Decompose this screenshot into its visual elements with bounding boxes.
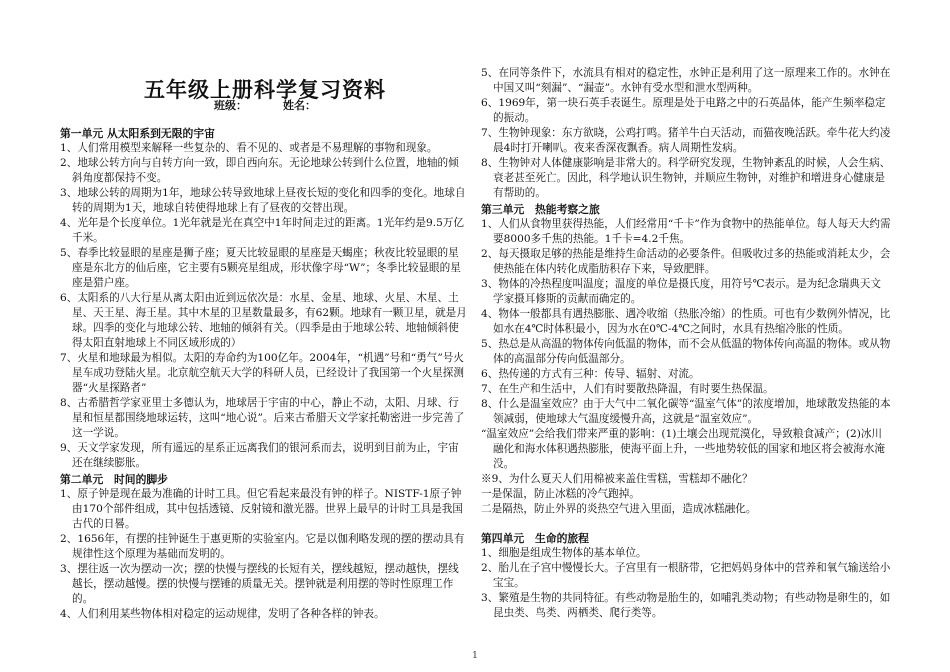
paragraph: 7、火星和地球最为相似。太阳的寿命约为100亿年。2004年，“机遇”号和“勇气”号火星车成功登陆火星。北京航空航天大学的科研人员，已经设计了我国第一个火星探测器“火星探路者” (60, 352, 464, 394)
paragraph: ※9、为什么夏天人们用棉被来盖住雪糕，雪糕却不融化？ (481, 473, 753, 485)
paragraph: 6、太阳系的八大行星从离太阳由近到远依次是：水星、金星、地球、火星、木星、土星、天王星、海王星。其中木星的卫星数量最多，有62颗。地球有一颗卫星，就是月球。四季的变化与地球公转、地轴的倾斜有关。（四季是由于地球公转、地轴倾斜使得太阳直射地球上不同区域形成的） (60, 292, 467, 349)
paragraph: 二是隔热，防止外界的炎热空气进入里面，造成冰糕融化。 (481, 503, 757, 515)
paragraph: 一是保温，防止冰糕的冷气跑掉。 (481, 488, 640, 500)
page-number: 1 (472, 651, 478, 661)
paragraph: 2、每天摄取足够的热能是维持生命活动的必要条件。但吸收过多的热能或消耗太少，会使热能在体内转化成脂肪积存下来，导致肥胖。 (481, 248, 891, 275)
paragraph: 7、生物钟现象：东方欲晓，公鸡打鸣。猪羊牛白天活动，而猫夜晚活跃。牵牛花大约凌晨4时打开喇叭。夜来香深夜飘香。病人周期性发病。 (481, 127, 891, 154)
section-heading: 第三单元 热能考察之旅 (481, 203, 600, 216)
paragraph: 1、人们常用模型来解释一些复杂的、看不见的、或者是不易理解的事物和现象。 (60, 142, 438, 154)
paragraph: 8、生物钟对人体健康影响是非常大的。科学研究发现，生物钟紊乱的时候，人会生病、衰老甚至死亡。因此，科学地认识生物钟，并顺应生物钟，对维护和增进身心健康是有帮助的。 (481, 157, 891, 199)
paragraph: “温室效应”会给我们带来严重的影响：(1)土壤会出现荒漠化，导致粮食减产；(2)冰川融化和海水体积遇热膨胀，使海平面上升，一些地势较低的国家和地区将会被海水淹没。 (481, 428, 885, 470)
paragraph: 7、在生产和生活中，人们有时要散热降温，有时要生热保温。 (481, 383, 774, 395)
paragraph: 3、摆往返一次为摆动一次；摆的快慢与摆线的长短有关，摆线越短，摆动越快，摆线越长，摆动越慢。摆的快慢与摆锤的质量无关。摆钟就是利用摆的等时性原理工作的。 (60, 563, 459, 605)
paragraph: 3、物体的冷热程度叫温度；温度的单位是摄氏度，用符号℃表示。是为纪念瑞典天文学家摄耳修斯的贡献而确定的。 (481, 278, 881, 305)
paragraph: 5、在同等条件下，水流具有相对的稳定性，水钟正是利用了这一原理来工作的。水钟在中国又叫“刻漏”、“漏壶”。水钟有受水型和泄水型两种。 (481, 67, 891, 94)
spacer (481, 517, 891, 530)
paragraph: 5、春季比较显眼的星座是狮子座；夏天比较显眼的星座是天蝎座；秋夜比较显眼的星座是东北方的仙后座，它主要有5颗亮星组成，形状像字母“W”；冬季比较显眼的星座是猎户座。 (60, 247, 461, 289)
paragraph: 8、什么是温室效应？由于大气中二氧化碳等“温室气体”的浓度增加，地球散发热能的本领减弱，使地球大气温度缓慢升高，这就是“温室效应”。 (481, 398, 891, 425)
paragraph: 4、物体一般都具有遇热膨胀、遇冷收缩（热胀冷缩）的性质。可也有少数例外情况，比如水在4℃时体积最小，因为水在0℃-4℃之间时，水具有热缩冷胀的性质。 (481, 308, 891, 335)
paragraph: 4、人们利用某些物体相对稳定的运动规律，发明了各种各样的钟表。 (60, 608, 385, 620)
paragraph: 1、细胞是组成生物体的基本单位。 (481, 547, 647, 559)
section-heading: 第一单元 从太阳系到无限的宇宙 (60, 127, 215, 140)
paragraph: 2、胎儿在子宫中慢慢长大。子宫里有一根脐带，它把妈妈身体中的营养和氧气输送给小宝宝。 (481, 562, 891, 589)
section-heading: 第二单元 时间的脚步 (60, 473, 168, 486)
section-heading: 第四单元 生命的旅程 (481, 532, 589, 545)
paragraph: 2、1656年，有摆的挂钟诞生于惠更斯的实验室内。它是以伽利略发现的摆的摆动具有规律性这个原理为基础而发明的。 (60, 533, 465, 560)
paragraph: 9、天文学家发现，所有遥远的星系正远离我们的银河系而去，说明到目前为止，宇宙还在继续膨胀。 (60, 442, 459, 469)
paragraph: 6、1969年，第一块石英手表诞生。原理是处于电路之中的石英晶体，能产生频率稳定的振动。 (481, 97, 886, 124)
paragraph: 1、人们从食物里获得热能，人们经常用“千卡”作为食物中的热能单位。每人每天大约需要8000多千焦的热能。1千卡=4.2千焦。 (481, 218, 891, 245)
paragraph: 1、原子钟是现在最为准确的计时工具。但它看起来最没有钟的样子。NISTF-1原子钟由170个部件组成，其中包括透镜、反射镜和激光器。世界上最早的计时工具是我国古代的日晷。 (60, 488, 463, 530)
paragraph: 8、古希腊哲学家亚里士多德认为，地球居于宇宙的中心，静止不动，太阳、月球、行星和恒星都围绕地球运转，这叫“地心说”。后来古希腊天文学家托勒密进一步完善了这一学说。 (60, 397, 465, 439)
paragraph: 3、繁殖是生物的共同特征。有些动物是胎生的，如哺乳类动物；有些动物是卵生的，如昆虫类、鸟类、两栖类、爬行类等。 (481, 592, 891, 619)
name-label: 姓名： (283, 99, 316, 112)
paragraph: 4、光年是个长度单位。1光年就是光在真空中1年时间走过的距离。1光年约是9.5万亿千米。 (60, 217, 464, 244)
subtitle (60, 97, 470, 113)
page-title: 五年级上册科学复习资料 (144, 78, 386, 102)
paragraph: 6、热传递的方式有三种：传导、辐射、对流。 (481, 368, 700, 380)
paragraph: 3、地球公转的周期为1年，地球公转导致地球上昼夜长短的变化和四季的变化。地球自转的周期为1天，地球自转使得地球上有了昼夜的交替出现。 (60, 187, 466, 214)
paragraph: 2、地球公转方向与自转方向一致，即自西向东。无论地球公转到什么位置，地轴的倾斜角度都保持不变。 (60, 157, 459, 184)
class-label: 班级： (214, 99, 247, 112)
paragraph: 5、热总是从高温的物体传向低温的物体，而不会从低温的物体传向高温的物体。或从物体的高温部分传向低温部分。 (481, 338, 891, 365)
